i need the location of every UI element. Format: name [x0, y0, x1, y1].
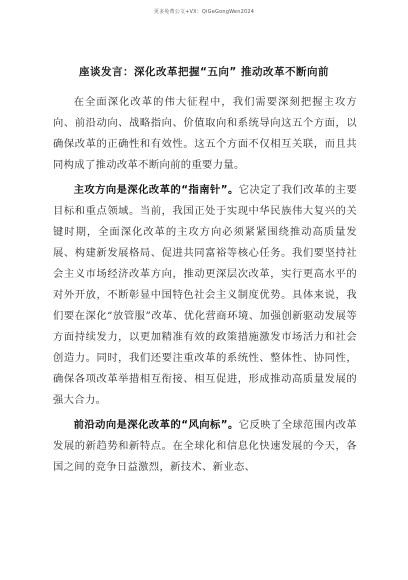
paragraph-intro	[53, 92, 357, 176]
paragraph-frontier-trend	[53, 415, 357, 478]
paragraph-text: 它决定了我们改革的主要目标和重点领域。当前，我国正处于实现中华民族伟大复兴的关键时期，全面深化改革的主攻方向必须紧紧围绕推动高质量发展、构建新发展格局、促进共同富裕等核心任务。我们要坚持社会主义市场经济改革方向，推动更深层次改革，实行更高水平的对外开放，不断彰显中国特色社会主义制度优势。具体来说，我们要在深化“放管服”改革、优化营商环境、加强创新驱动发展等方面持续发力，以更加精准有效的政策措施激发市场活力和社会创造力。同时，我们还要注重改革的系统性、整体性、协同性，确保各项改革举措相互衔接、相互促进，形成推动高质量发展的强大合力。	[53, 184, 357, 406]
paragraph-lead: 主攻方向是深化改革的“指南针”。	[73, 184, 239, 196]
document-body	[53, 92, 357, 482]
header-note: 更多免费公文+VX：QiGeGongWen2024	[153, 9, 255, 15]
paragraph-main-direction	[53, 180, 357, 411]
paragraph-text: 它反映了全球范围内改革发展的新趋势和新特点。在全球化和信息化快速发展的今天，各国之间的竞争日益激烈，新技术、新业态、	[53, 419, 357, 473]
document-title: 座谈发言：深化改革把握“五向” 推动改革不断向前	[79, 66, 329, 78]
paragraph-lead: 前沿动向是深化改革的“风向标”。	[73, 419, 239, 431]
paragraph-text: 在全面深化改革的伟大征程中，我们需要深刻把握主攻方向、前沿动向、战略指向、价值取向和系统导向这五个方面，以确保改革的正确性和有效性。这五个方面不仅相互关联，而且共同构成了推动改革不断向前的重要力量。	[53, 96, 357, 171]
